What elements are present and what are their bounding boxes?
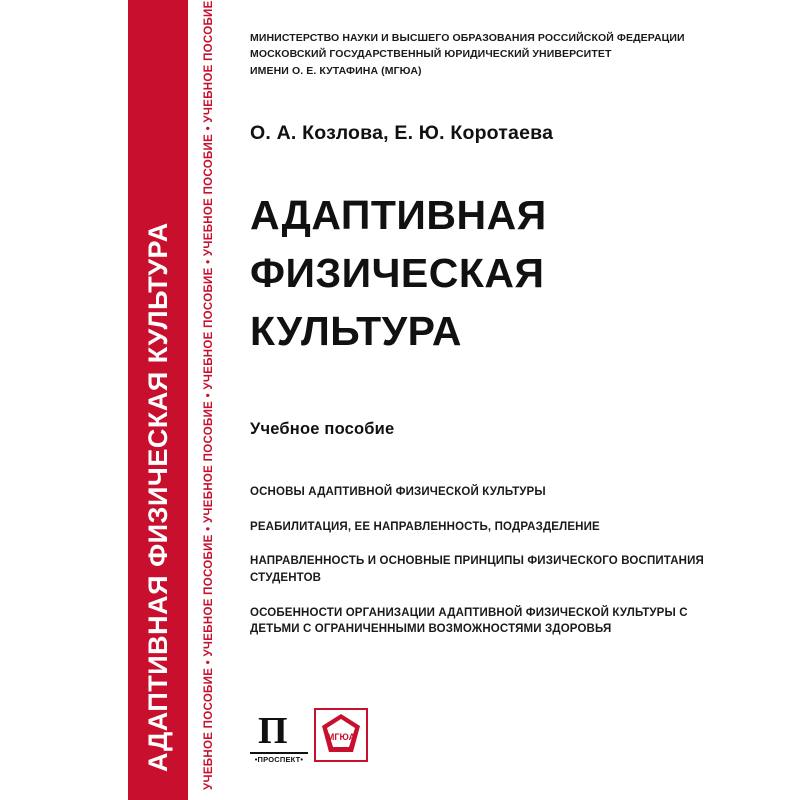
authors: О. А. Козлова, Е. Ю. Коротаева — [250, 122, 554, 144]
prospekt-rule — [250, 752, 308, 754]
logos-row — [250, 700, 600, 770]
spine-title: АДАПТИВНАЯ ФИЗИЧЕСКАЯ КУЛЬТУРА — [142, 222, 173, 772]
prospekt-name: •ПРОСПЕКТ• — [254, 755, 304, 764]
prospekt-letter: П — [258, 710, 288, 752]
title-line-1: АДАПТИВНАЯ — [250, 192, 547, 238]
publisher-line-3: ИМЕНИ О. Е. КУТАФИНА (МГЮА) — [250, 64, 422, 77]
topic-item: ОСНОВЫ АДАПТИВНОЙ ФИЗИЧЕСКОЙ КУЛЬТУРЫ — [250, 486, 546, 498]
page-title — [250, 186, 770, 361]
subtitle: Учебное пособие — [250, 420, 395, 438]
spine-band — [128, 0, 188, 800]
title-line-2: ФИЗИЧЕСКАЯ — [250, 250, 545, 297]
topic-item: РЕАБИЛИТАЦИЯ, ЕЕ НАПРАВЛЕННОСТЬ, ПОДРАЗДЕЛЕНИЕ — [250, 520, 600, 533]
svg-text:МГЮА: МГЮА — [326, 732, 356, 742]
title-line-3: КУЛЬТУРА — [250, 308, 462, 355]
topic-item: ОСОБЕННОСТИ ОРГАНИЗАЦИИ АДАПТИВНОЙ ФИЗИЧЕСКОЙ КУЛЬТУРЫ С ДЕТЬМИ С ОГРАНИЧЕННЫМИ ВОЗМОЖНОСТЯМИ ЗДОРОВЬЯ — [250, 606, 688, 636]
cover-content — [246, 0, 800, 800]
topics-list — [250, 484, 730, 656]
repeat-text: УЧЕБНОЕ ПОСОБИЕ • УЧЕБНОЕ ПОСОБИЕ • УЧЕБНОЕ ПОСОБИЕ • УЧЕБНОЕ ПОСОБИЕ • УЧЕБНОЕ ПОСОБИЕ • УЧЕБНОЕ ПОСОБИЕ — [203, 0, 215, 790]
topic-item: НАПРАВЛЕННОСТЬ И ОСНОВНЫЕ ПРИНЦИПЫ ФИЗИЧЕСКОГО ВОСПИТАНИЯ СТУДЕНТОВ — [250, 555, 704, 585]
prospekt-logo — [250, 712, 310, 764]
publisher-block — [250, 30, 685, 79]
publisher-line-2: МОСКОВСКИЙ ГОСУДАРСТВЕННЫЙ ЮРИДИЧЕСКИЙ УНИВЕРСИТЕТ — [250, 48, 612, 61]
repeat-text-band — [194, 0, 224, 800]
mgua-logo-icon — [312, 706, 370, 764]
publisher-line-1: МИНИСТЕРСТВО НАУКИ И ВЫСШЕГО ОБРАЗОВАНИЯ РОССИЙСКОЙ ФЕДЕРАЦИИ — [250, 32, 685, 44]
